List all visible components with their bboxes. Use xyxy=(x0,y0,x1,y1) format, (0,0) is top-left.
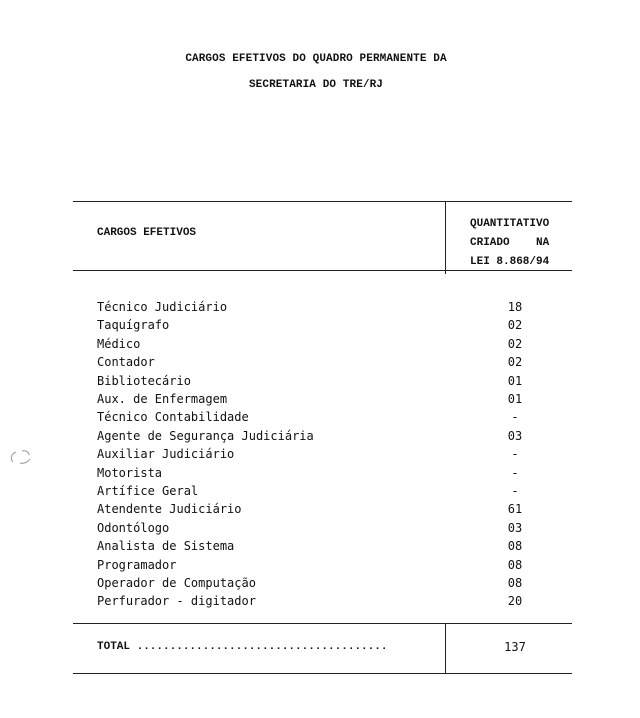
table-row xyxy=(97,519,547,537)
table-row xyxy=(97,464,547,482)
cargo-name: Odontólogo xyxy=(97,520,170,535)
table-row xyxy=(97,592,547,610)
table-row xyxy=(97,427,547,445)
total-column-divider xyxy=(445,623,446,673)
cargo-name: Analista de Sistema xyxy=(97,539,235,554)
cargo-quantity: - xyxy=(511,484,519,498)
cargo-quantity: - xyxy=(511,447,519,462)
cargo-quantity: 18 xyxy=(507,300,523,314)
header-column-divider xyxy=(445,201,446,274)
total-value: 137 xyxy=(504,640,526,654)
total-label: TOTAL ...................................... xyxy=(97,641,388,653)
header-line: LEI 8.868/94 xyxy=(470,256,550,268)
cargo-name: Bibliotecário xyxy=(97,373,191,388)
cargo-name: Médico xyxy=(97,336,141,351)
cargo-quantity: 01 xyxy=(507,392,523,406)
table-bottom-border xyxy=(73,673,572,674)
scan-smudge-mark xyxy=(8,448,34,468)
total-top-border xyxy=(73,623,572,624)
header-line: QUANTITATIVO xyxy=(470,218,550,230)
table-row xyxy=(97,353,547,371)
header-line: CRIADO NA xyxy=(470,237,550,249)
table-row xyxy=(97,316,547,334)
cargo-name: Motorista xyxy=(97,465,163,480)
cargo-quantity: 61 xyxy=(507,502,523,517)
table-row xyxy=(97,574,547,592)
cargo-quantity: - xyxy=(511,410,519,425)
cargo-name: Agente de Segurança Judiciária xyxy=(97,428,314,443)
cargo-quantity: 03 xyxy=(507,428,523,443)
table-top-border xyxy=(73,201,572,202)
cargo-name: Taquígrafo xyxy=(97,318,170,333)
cargo-name: Perfurador - digitador xyxy=(97,594,256,609)
cargo-name: Artífice Geral xyxy=(97,484,199,498)
cargo-quantity: 08 xyxy=(507,576,523,590)
cargo-name: Atendente Judiciário xyxy=(97,502,242,517)
table-row xyxy=(97,556,547,574)
table-row xyxy=(97,372,547,390)
cargo-quantity: 02 xyxy=(507,318,523,333)
cargo-name: Programador xyxy=(97,557,177,572)
cargo-quantity: 03 xyxy=(507,520,523,535)
column-header-quantitativo xyxy=(470,215,566,272)
cargo-quantity: 08 xyxy=(507,557,523,572)
table-row xyxy=(97,335,547,353)
cargo-name: Aux. de Enfermagem xyxy=(97,392,228,406)
cargo-quantity: 20 xyxy=(507,594,523,609)
table-row xyxy=(97,500,547,518)
table-row xyxy=(97,298,547,316)
document-title-line-1: CARGOS EFETIVOS DO QUADRO PERMANENTE DA xyxy=(185,53,447,65)
table-row xyxy=(97,482,547,500)
cargo-quantity: 08 xyxy=(507,539,523,554)
table-row xyxy=(97,445,547,463)
cargo-name: Técnico Contabilidade xyxy=(97,410,249,425)
cargo-name: Operador de Computação xyxy=(97,576,256,590)
cargo-name: Contador xyxy=(97,355,155,370)
table-row xyxy=(97,390,547,408)
cargo-name: Técnico Judiciário xyxy=(97,300,228,314)
document-title-line-2: SECRETARIA DO TRE/RJ xyxy=(248,79,384,91)
table-row xyxy=(97,408,547,426)
cargo-quantity: 01 xyxy=(507,373,523,388)
cargo-name: Auxiliar Judiciário xyxy=(97,447,235,462)
table-row xyxy=(97,537,547,555)
cargo-quantity: - xyxy=(511,465,519,480)
cargo-quantity: 02 xyxy=(507,355,523,370)
column-header-cargos: CARGOS EFETIVOS xyxy=(97,227,197,239)
cargo-quantity: 02 xyxy=(507,336,523,351)
